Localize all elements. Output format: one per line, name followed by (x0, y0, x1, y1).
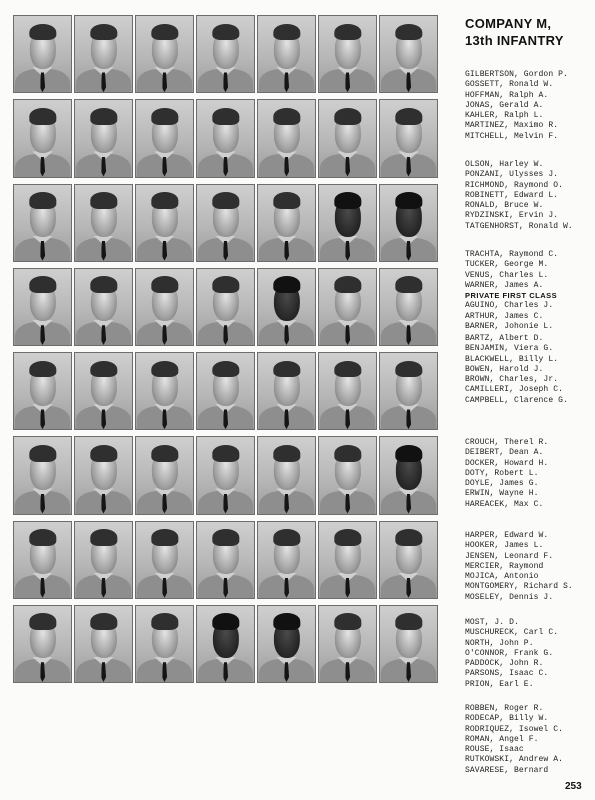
name-group (465, 438, 593, 510)
portrait-photo (13, 605, 72, 683)
portrait-photo (13, 521, 72, 599)
name-group (465, 160, 593, 232)
soldier-name: RUTKOWSKI, Andrew A. (465, 755, 564, 765)
portrait-photo (74, 605, 133, 683)
rank-heading: PRIVATE FIRST CLASS (465, 291, 558, 301)
soldier-name: MOST, J. D. (465, 618, 519, 627)
portrait-photo (196, 15, 255, 93)
soldier-name: MITCHELL, Melvin F. (465, 131, 559, 141)
portrait-photo (196, 436, 255, 514)
portrait-photo (379, 268, 438, 346)
soldier-name: HOOKER, James L. (465, 541, 544, 551)
soldier-name: ERWIN, Wayne H. (465, 489, 539, 499)
name-group (465, 250, 593, 332)
soldier-name: HAREACEK, Max C. (465, 499, 544, 509)
name-group (465, 618, 593, 690)
soldier-name: ROMAN, Angel F. (465, 734, 539, 744)
soldier-name: MUSCHURECK, Carl C. (465, 628, 559, 638)
portrait-photo (257, 99, 316, 177)
soldier-name: RODECAP, Billy W. (465, 714, 549, 724)
portrait-photo (257, 521, 316, 599)
soldier-name: MOSELEY, Dennis J. (465, 592, 554, 602)
title-line-2: 13th INFANTRY (465, 33, 564, 48)
portrait-photo (135, 521, 194, 599)
soldier-name: TATGENHORST, Ronald W. (465, 221, 573, 231)
soldier-name: DOYLE, James G. (465, 479, 539, 489)
soldier-name: MERCIER, Raymond (465, 561, 544, 571)
portrait-photo (13, 99, 72, 177)
portrait-photo (257, 184, 316, 262)
portrait-photo (135, 15, 194, 93)
soldier-name: AGUINO, Charles J. (465, 301, 554, 311)
portrait-photo (379, 99, 438, 177)
soldier-name: CROUCH, Therel R. (465, 438, 549, 447)
soldier-name: ROBINETT, Edward L. (465, 190, 559, 200)
soldier-name: BROWN, Charles, Jr. (465, 375, 559, 385)
portrait-photo (318, 184, 377, 262)
soldier-name: PONZANI, Ulysses J. (465, 170, 559, 180)
portrait-photo (135, 605, 194, 683)
soldier-name: TRACHTA, Raymond C. (465, 250, 559, 259)
soldier-name: PARSONS, Isaac C. (465, 669, 549, 679)
portrait-photo (318, 268, 377, 346)
soldier-name: WARNER, James A. (465, 280, 544, 290)
portrait-photo (13, 184, 72, 262)
soldier-name: TUCKER, George M. (465, 260, 549, 270)
soldier-name: DOCKER, Howard H. (465, 458, 549, 468)
soldier-name: JENSEN, Leonard F. (465, 551, 554, 561)
portrait-photo (74, 436, 133, 514)
soldier-name: CAMILLERI, Joseph C. (465, 385, 564, 395)
portrait-photo (13, 436, 72, 514)
soldier-name: SAVARESE, Bernard (465, 765, 549, 775)
soldier-name: BARTZ, Albert D. (465, 334, 544, 343)
portrait-photo (74, 99, 133, 177)
soldier-name: ROUSE, Isaac (465, 745, 524, 755)
soldier-name: GOSSETT, Ronald W. (465, 80, 554, 90)
soldier-name: RODRIQUEZ, Isowel C. (465, 724, 564, 734)
soldier-name: VENUS, Charles L. (465, 270, 549, 280)
portrait-photo (318, 15, 377, 93)
portrait-photo (379, 605, 438, 683)
portrait-photo (13, 352, 72, 430)
portrait-photo (318, 436, 377, 514)
page-number: 253 (565, 781, 582, 792)
portrait-photo (196, 605, 255, 683)
portrait-photo (13, 268, 72, 346)
portrait-photo (74, 15, 133, 93)
portrait-photo (135, 99, 194, 177)
soldier-name: HOFFMAN, Ralph A. (465, 90, 549, 100)
portrait-photo (135, 184, 194, 262)
soldier-name: OLSON, Harley W. (465, 160, 544, 169)
soldier-name: CAMPBELL, Clarence G. (465, 395, 568, 405)
portrait-photo (135, 268, 194, 346)
soldier-name: ROBBEN, Roger R. (465, 704, 544, 713)
soldier-name: PADDOCK, John R. (465, 659, 544, 669)
portrait-photo (196, 184, 255, 262)
name-group (465, 334, 593, 406)
portrait-photo (135, 352, 194, 430)
name-group (465, 704, 593, 776)
soldier-name: JONAS, Gerald A. (465, 100, 544, 110)
portrait-photo (74, 184, 133, 262)
soldier-name: RICHMOND, Raymond O. (465, 180, 564, 190)
portrait-photo (318, 521, 377, 599)
soldier-name: MARTINEZ, Maximo R. (465, 121, 559, 131)
soldier-name: DEIBERT, Dean A. (465, 448, 544, 458)
portrait-photo (74, 268, 133, 346)
portrait-photo (196, 352, 255, 430)
portrait-grid (13, 15, 438, 683)
portrait-photo (74, 521, 133, 599)
soldier-name: DOTY, Robert L. (465, 468, 539, 478)
soldier-name: ARTHUR, James C. (465, 311, 544, 321)
soldier-name: O'CONNOR, Frank G. (465, 648, 554, 658)
soldier-name: MOJICA, Antonio (465, 572, 539, 582)
portrait-photo (74, 352, 133, 430)
portrait-photo (257, 15, 316, 93)
soldier-name: GILBERTSON, Gordon P. (465, 70, 568, 79)
soldier-name: BLACKWELL, Billy L. (465, 354, 559, 364)
portrait-photo (257, 268, 316, 346)
soldier-name: KAHLER, Ralph L. (465, 111, 544, 121)
portrait-photo (379, 521, 438, 599)
soldier-name: BOWEN, Harold J. (465, 364, 544, 374)
portrait-photo (379, 15, 438, 93)
soldier-name: HARPER, Edward W. (465, 531, 549, 540)
soldier-name: PRION, Earl E. (465, 679, 534, 689)
soldier-name: RYDZINSKI, Ervin J. (465, 211, 559, 221)
portrait-photo (379, 184, 438, 262)
portrait-photo (135, 436, 194, 514)
portrait-photo (196, 521, 255, 599)
portrait-photo (13, 15, 72, 93)
soldier-name: BENJAMIN, Viera G. (465, 344, 554, 354)
soldier-name: RONALD, Bruce W. (465, 201, 544, 211)
soldier-name: NORTH, John P. (465, 638, 534, 648)
portrait-photo (257, 436, 316, 514)
soldier-name: MONTGOMERY, Richard S. (465, 582, 573, 592)
soldier-name: BARNER, Johonie L. (465, 322, 554, 332)
portrait-photo (318, 605, 377, 683)
portrait-photo (318, 99, 377, 177)
portrait-photo (196, 99, 255, 177)
portrait-photo (318, 352, 377, 430)
portrait-photo (379, 436, 438, 514)
portrait-photo (257, 605, 316, 683)
name-group (465, 70, 593, 142)
name-group (465, 531, 593, 603)
portrait-photo (257, 352, 316, 430)
portrait-photo (196, 268, 255, 346)
portrait-photo (379, 352, 438, 430)
company-title (465, 15, 590, 49)
title-line-1: COMPANY M, (465, 16, 552, 31)
